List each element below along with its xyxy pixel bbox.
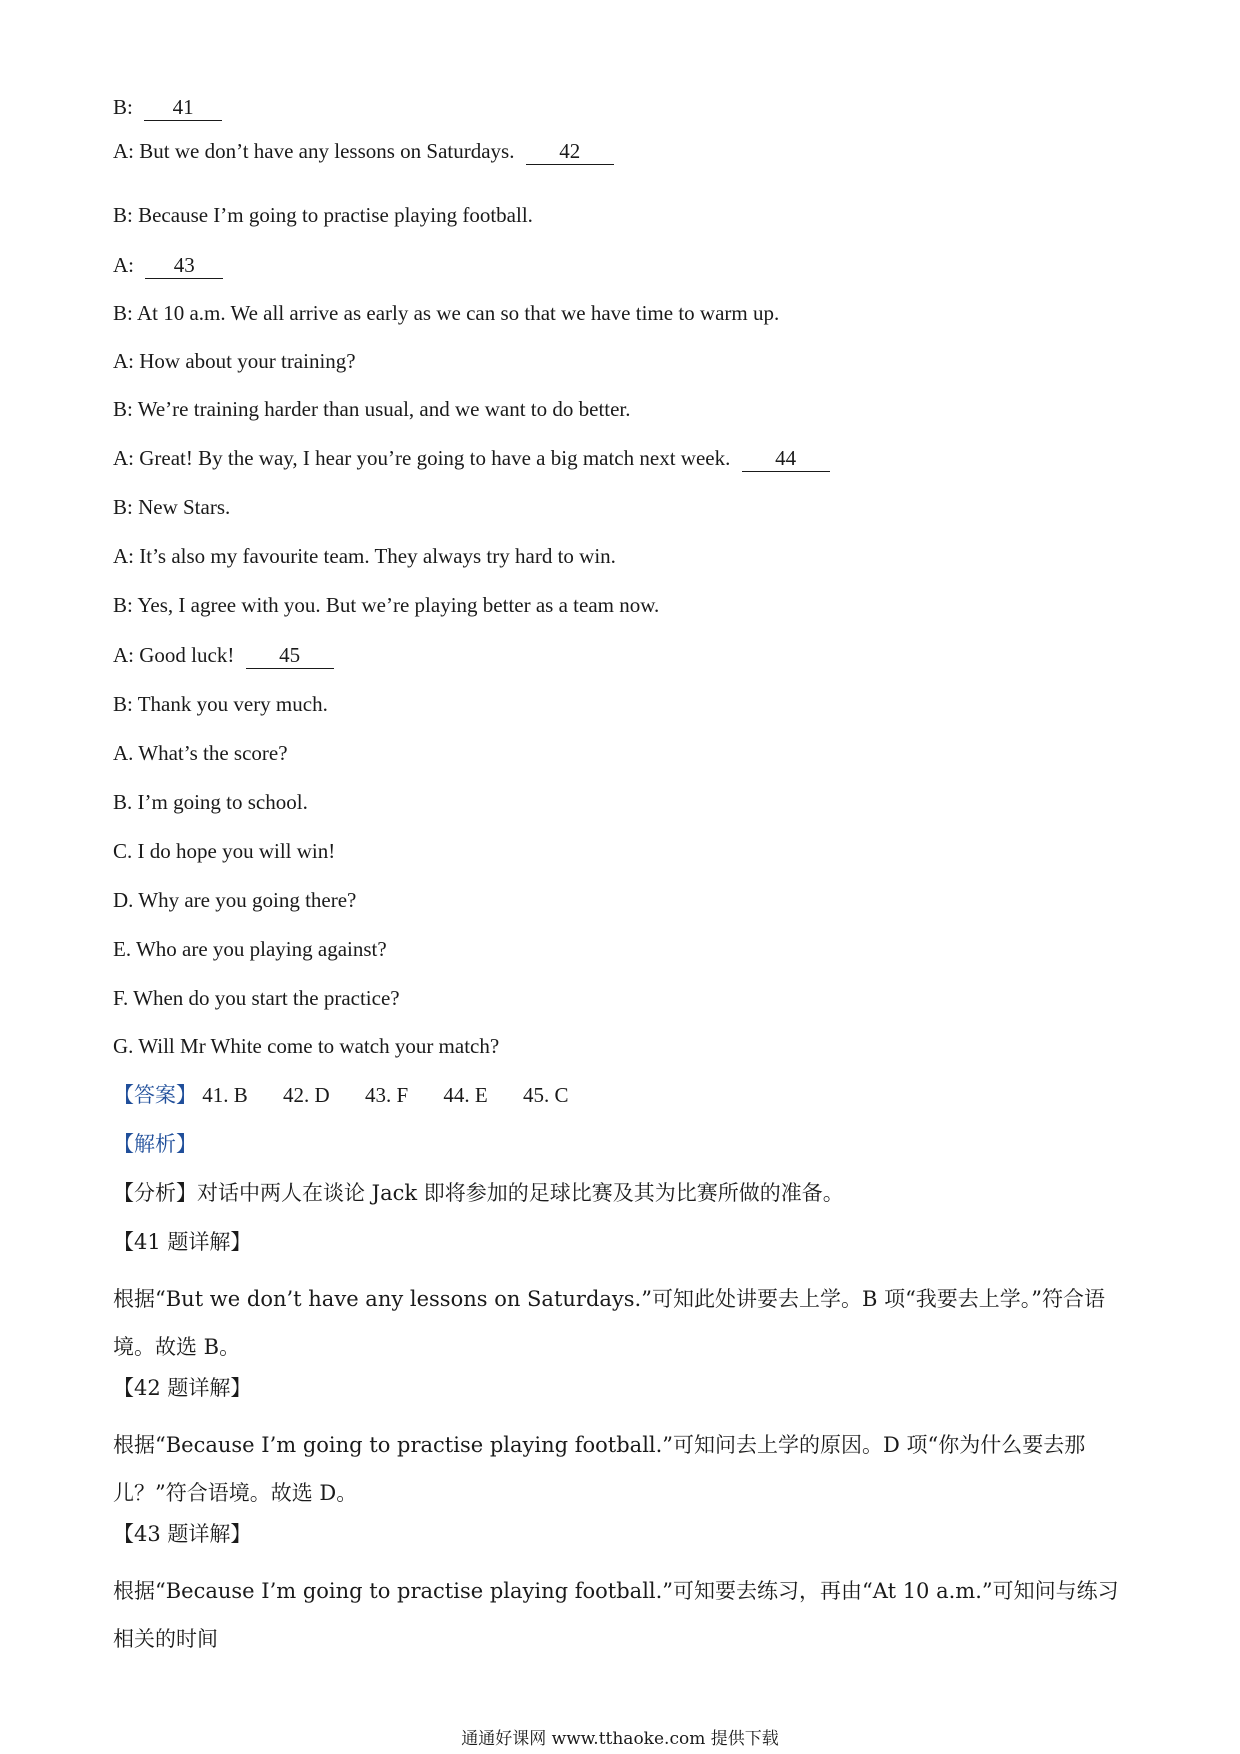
dialogue-text: It’s also my favourite team. They always try hard to win. bbox=[139, 544, 616, 568]
answer-tag: 【答案】 bbox=[113, 1083, 197, 1107]
q42-title: 【42 题详解】 bbox=[113, 1376, 252, 1400]
option-g: G. Will Mr White come to watch your match? bbox=[113, 1034, 500, 1058]
footer-watermark: 通通好课网 www.tthaoke.com 提供下载 bbox=[461, 1729, 779, 1749]
dialogue-line-2 bbox=[113, 136, 614, 166]
option-c: C. I do hope you will win! bbox=[113, 839, 336, 863]
blank-41: 41 bbox=[144, 94, 222, 121]
answer-item: 43. F bbox=[364, 1083, 409, 1107]
speaker: A: bbox=[113, 139, 134, 163]
blank-44: 44 bbox=[742, 445, 830, 472]
dialogue-line-11 bbox=[113, 590, 659, 620]
option-d: D. Why are you going there? bbox=[113, 888, 357, 912]
option-e: E. Who are you playing against? bbox=[113, 937, 387, 961]
dialogue-line-13 bbox=[113, 689, 328, 719]
dialogue-line-5 bbox=[113, 298, 779, 328]
speaker: B: bbox=[113, 95, 133, 119]
speaker: B: bbox=[113, 692, 133, 716]
q41-text: 根据“But we don’t have any lessons on Saturdays.”可知此处讲要去上学。B 项“我要去上学。”符合语境。故选 B。 bbox=[113, 1287, 1106, 1359]
answer-item: 44. E bbox=[443, 1083, 488, 1107]
dialogue-text: But we don’t have any lessons on Saturdays. bbox=[139, 139, 515, 163]
speaker: B: bbox=[113, 203, 133, 227]
option-a: A. What’s the score? bbox=[113, 741, 288, 765]
dialogue-text: At 10 a.m. We all arrive as early as we can so that we have time to warm up. bbox=[136, 301, 780, 325]
answer-row bbox=[113, 1080, 598, 1110]
analysis-tag: 【解析】 bbox=[113, 1132, 197, 1156]
q43-title: 【43 题详解】 bbox=[113, 1522, 252, 1546]
q42-text: 根据“Because I’m going to practise playing football.”可知问去上学的原因。D 项“你为什么要去那儿？”符合语境。故选 D。 bbox=[113, 1433, 1086, 1505]
dialogue-text: How about your training? bbox=[139, 349, 356, 373]
q41-title: 【41 题详解】 bbox=[113, 1230, 252, 1254]
speaker: A: bbox=[113, 349, 134, 373]
dialogue-text: Because I’m going to practise playing football. bbox=[138, 203, 533, 227]
dialogue-text: Good luck! bbox=[139, 643, 235, 667]
option-b: B. I’m going to school. bbox=[113, 790, 308, 814]
dialogue-line-3 bbox=[113, 200, 533, 230]
answer-item: 41. B bbox=[202, 1083, 248, 1107]
dialogue-line-6 bbox=[113, 346, 356, 376]
blank-43: 43 bbox=[145, 252, 223, 279]
dialogue-line-7 bbox=[113, 394, 631, 424]
speaker: A: bbox=[113, 643, 134, 667]
dialogue-line-8 bbox=[113, 443, 830, 473]
dialogue-text: Great! By the way, I hear you’re going to have a big match next week. bbox=[139, 446, 731, 470]
dialogue-line-1 bbox=[113, 92, 222, 122]
dialogue-line-10 bbox=[113, 541, 616, 571]
speaker: A: bbox=[113, 253, 134, 277]
dialogue-text: New Stars. bbox=[138, 495, 231, 519]
answer-item: 45. C bbox=[522, 1083, 569, 1107]
dialogue-text: Thank you very much. bbox=[137, 692, 328, 716]
analysis-summary: 【分析】对话中两人在谈论 Jack 即将参加的足球比赛及其为比赛所做的准备。 bbox=[113, 1181, 844, 1205]
speaker: A: bbox=[113, 544, 134, 568]
dialogue-line-4 bbox=[113, 250, 223, 280]
dialogue-text: We’re training harder than usual, and we want to do better. bbox=[137, 397, 631, 421]
speaker: B: bbox=[113, 301, 133, 325]
q43-text: 根据“Because I’m going to practise playing football.”可知要去练习，再由“At 10 a.m.”可知问与练习相关的时间 bbox=[113, 1579, 1119, 1651]
speaker: B: bbox=[113, 495, 133, 519]
speaker: B: bbox=[113, 593, 133, 617]
speaker: A: bbox=[113, 446, 134, 470]
blank-45: 45 bbox=[246, 642, 334, 669]
blank-42: 42 bbox=[526, 138, 614, 165]
option-f: F. When do you start the practice? bbox=[113, 986, 400, 1010]
speaker: B: bbox=[113, 397, 133, 421]
dialogue-line-12 bbox=[113, 640, 334, 670]
answer-item: 42. D bbox=[283, 1083, 330, 1107]
dialogue-text: Yes, I agree with you. But we’re playing better as a team now. bbox=[137, 593, 660, 617]
dialogue-line-9 bbox=[113, 492, 230, 522]
